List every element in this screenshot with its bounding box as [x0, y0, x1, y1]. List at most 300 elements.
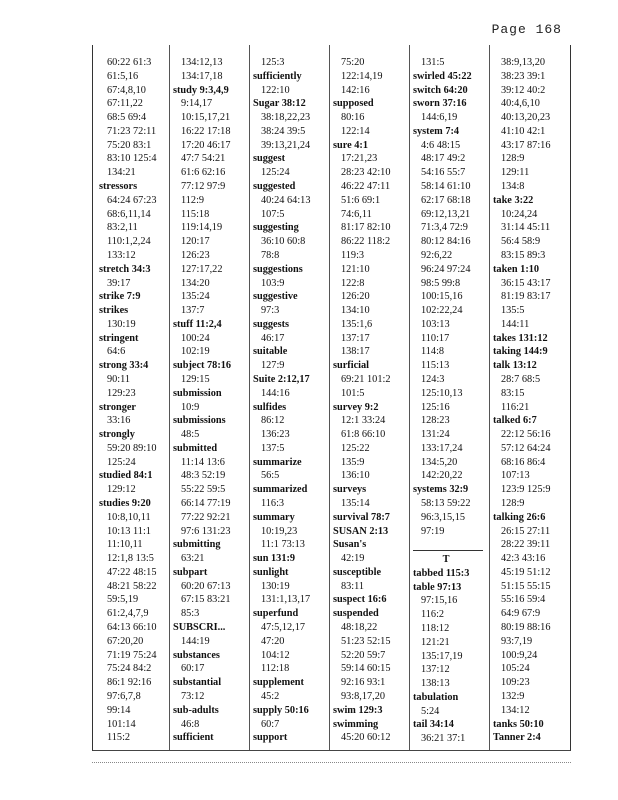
- page-reference: 33:16: [107, 415, 131, 427]
- page-reference: 60:20 67:13: [181, 580, 231, 592]
- page-reference: 42:19: [341, 553, 365, 565]
- index-term: submitted: [173, 442, 218, 454]
- page-reference: 59:14 60:15: [341, 663, 391, 675]
- page-reference: 36:21 37:1: [421, 733, 466, 745]
- page-reference: 134:12: [501, 704, 530, 716]
- page-reference: 107:13: [501, 470, 530, 482]
- page-reference: 134:21: [107, 167, 136, 179]
- page-reference: 10:19,23: [261, 525, 298, 537]
- page-reference: 102:22,24: [421, 305, 463, 317]
- index-term: tail 34:14: [413, 719, 454, 731]
- index-term: sworn 37:16: [413, 98, 467, 110]
- index-column-1: [99, 56, 169, 745]
- index-term: table 97:13: [413, 581, 462, 593]
- page-reference: 69:12,13,21: [421, 208, 471, 220]
- page-reference: 48:17 49:2: [421, 153, 466, 165]
- page-reference: 68:6,11,14: [107, 208, 151, 220]
- page-reference: 125:10,13: [421, 387, 463, 399]
- page-reference: 45:19 51:12: [501, 566, 551, 578]
- index-term: survival 78:7: [333, 511, 390, 523]
- page-reference: 40:4,6,10: [501, 98, 540, 110]
- page-reference: 45:2: [261, 690, 280, 702]
- page-reference: 129:12: [107, 484, 136, 496]
- index-term: strike 7:9: [99, 291, 141, 303]
- page-reference: 135:14: [341, 498, 370, 509]
- page-reference: 62:17 68:18: [421, 194, 471, 206]
- page-reference: 46:8: [181, 718, 200, 730]
- index-term: SUSAN 2:13: [333, 525, 389, 537]
- index-term: substances: [173, 649, 220, 661]
- page-reference: 119:14,19: [181, 222, 223, 234]
- section-letter: T: [442, 554, 450, 566]
- page-reference: 124:3: [421, 373, 445, 385]
- index-term: talk 13:12: [493, 360, 537, 372]
- page-reference: 46:17: [261, 332, 285, 344]
- page-reference: 127:9: [261, 360, 285, 372]
- page-reference: 99:14: [107, 704, 131, 716]
- page-reference: 144:6,19: [421, 112, 458, 124]
- page-reference: 60:7: [261, 718, 280, 730]
- page-reference: 128:9: [501, 153, 525, 165]
- page-reference: 125:16: [421, 401, 450, 413]
- page-reference: 137:17: [341, 332, 370, 344]
- page-reference: 135:1,6: [341, 318, 373, 330]
- page-reference: 90:11: [107, 373, 131, 385]
- page-reference: 130:19: [261, 580, 290, 592]
- index-term: tabbed 115:3: [413, 567, 470, 579]
- page-reference: 81:19 83:17: [501, 291, 551, 303]
- index-term: Tanner 2:4: [493, 732, 541, 744]
- index-term: systems 32:9: [413, 484, 469, 496]
- index-term: sufficient: [173, 732, 214, 744]
- page-reference: 43:17 87:16: [501, 139, 551, 151]
- page-reference: 68:5 69:4: [107, 112, 147, 124]
- page-reference: 110:1,2,24: [107, 236, 151, 248]
- page-reference: 48:5: [181, 429, 200, 441]
- index-term: Susan's: [333, 539, 367, 551]
- section-divider: [413, 538, 483, 551]
- page-reference: 138:17: [341, 346, 370, 358]
- page-reference: 83:15 89:3: [501, 249, 546, 261]
- page-reference: 107:5: [261, 208, 285, 220]
- page-reference: 97:3: [261, 305, 280, 317]
- page-reference: 93:8,17,20: [341, 690, 386, 702]
- index-term: summarize: [253, 456, 302, 468]
- page-reference: 55:16 59:4: [501, 594, 546, 606]
- page-reference: 63:21: [181, 553, 205, 565]
- page-reference: 102:19: [181, 346, 210, 358]
- index-term: suspended: [333, 608, 379, 620]
- page-reference: 68:16 86:4: [501, 456, 546, 468]
- page-reference: 31:14 45:11: [501, 222, 551, 234]
- index-term: sub-adults: [173, 704, 219, 716]
- index-term: swirled 45:22: [413, 70, 472, 82]
- page-reference: 122:14,19: [341, 70, 383, 82]
- page-reference: 135:5: [501, 305, 525, 317]
- page-reference: 110:17: [421, 332, 450, 344]
- page-reference: 135:24: [181, 291, 210, 303]
- index-term: subject 78:16: [173, 360, 232, 372]
- page-reference: 125:22: [341, 442, 370, 454]
- page-reference: 83:2,11: [107, 222, 138, 234]
- index-term: system 7:4: [413, 125, 460, 137]
- index-term: Suite 2:12,17: [253, 373, 310, 385]
- index-term: stretch 34:3: [99, 263, 151, 275]
- page-reference: 55:22 59:5: [181, 484, 226, 496]
- page-reference: 17:21,23: [341, 153, 378, 165]
- index-column-2: [173, 56, 249, 745]
- page-reference: 67:15 83:21: [181, 594, 231, 606]
- page-reference: 134:17,18: [181, 70, 223, 82]
- page-reference: 22:12 56:16: [501, 429, 551, 441]
- index-term: talked 6:7: [493, 415, 537, 427]
- page-reference: 96:3,15,15: [421, 511, 466, 523]
- page-reference: 77:22 92:21: [181, 511, 231, 523]
- index-term: surveys: [333, 484, 367, 496]
- index-term: talking 26:6: [493, 511, 546, 523]
- index-column-5: [413, 56, 489, 746]
- index-term: suggestions: [253, 263, 303, 275]
- page-reference: 136:10: [341, 470, 370, 482]
- page-reference: 40:13,20,23: [501, 112, 551, 124]
- index-term: taken 1:10: [493, 263, 540, 275]
- page-reference: 125:24: [107, 456, 136, 468]
- page-reference: 133:17,24: [421, 442, 463, 454]
- index-term: strikes: [99, 305, 129, 317]
- page-reference: 17:20 46:17: [181, 139, 231, 151]
- page-reference: 10:15,17,21: [181, 112, 231, 124]
- page-reference: 4:6 48:15: [421, 139, 461, 151]
- page-reference: 122:8: [341, 277, 365, 289]
- page-reference: 61:5,16: [107, 70, 139, 82]
- index-term: stringent: [99, 332, 139, 344]
- page-reference: 136:23: [261, 429, 290, 441]
- page-reference: 12:1 33:24: [341, 415, 386, 427]
- index-term: tabulation: [413, 691, 459, 703]
- index-term: survey 9:2: [333, 401, 379, 413]
- page-reference: 83:11: [341, 580, 365, 592]
- index-term: study 9:3,4,9: [173, 84, 229, 96]
- page-reference: 54:16 55:7: [421, 167, 466, 179]
- index-column-3: [253, 56, 329, 745]
- page-reference: 64:6: [107, 346, 126, 358]
- index-term: sunlight: [253, 566, 289, 578]
- page-reference: 61:6 62:16: [181, 167, 226, 179]
- page-reference: 137:7: [181, 305, 205, 317]
- page-reference: 129:15: [181, 373, 210, 385]
- page-reference: 92:6,22: [421, 249, 453, 261]
- page-reference: 51:6 69:1: [341, 194, 381, 206]
- index-term: swim 129:3: [333, 704, 383, 716]
- index-term: tanks 50:10: [493, 718, 544, 730]
- index-term: suggest: [253, 153, 286, 165]
- page-reference: 126:23: [181, 249, 210, 261]
- page-reference: 11:10,11: [107, 539, 143, 551]
- page-reference: 61:2,4,7,9: [107, 608, 149, 620]
- index-term: takes 131:12: [493, 332, 548, 344]
- page-reference: 116:3: [261, 498, 285, 509]
- page-reference: 80:19 88:16: [501, 622, 551, 634]
- page-reference: 130:19: [107, 318, 136, 330]
- page-reference: 142:16: [341, 84, 370, 96]
- page-reference: 5:24: [421, 705, 440, 717]
- page-reference: 67:20,20: [107, 635, 144, 647]
- index-term: stuff 11:2,4: [173, 318, 222, 330]
- page-reference: 86:22 118:2: [341, 236, 391, 248]
- page-reference: 47:20: [261, 635, 285, 647]
- index-term: suggestive: [253, 291, 298, 303]
- page-reference: 112:9: [181, 194, 205, 206]
- page-reference: 86:12: [261, 415, 285, 427]
- page-reference: 71:19 75:24: [107, 649, 157, 661]
- page-reference: 77:12 97:9: [181, 181, 226, 193]
- page-reference: 38:18,22,23: [261, 112, 311, 124]
- page-reference: 51:15 55:15: [501, 580, 551, 592]
- page-reference: 121:21: [421, 636, 450, 648]
- page-reference: 38:24 39:5: [261, 125, 306, 137]
- page-reference: 10:24,24: [501, 208, 538, 220]
- page-reference: 11:14 13:6: [181, 456, 225, 468]
- page-reference: 85:3: [181, 608, 200, 620]
- page-reference: 100:24: [181, 332, 210, 344]
- index-term: swimming: [333, 718, 379, 730]
- page-reference: 39:17: [107, 277, 131, 289]
- page-reference: 134:8: [501, 181, 525, 193]
- page-reference: 125:24: [261, 167, 290, 179]
- page-reference: 45:20 60:12: [341, 732, 391, 744]
- page-reference: 129:11: [501, 167, 530, 179]
- page-reference: 83:10 125:4: [107, 153, 157, 165]
- page-reference: 134:5,20: [421, 456, 458, 468]
- page-reference: 52:20 59:7: [341, 649, 386, 661]
- index-term: sufficiently: [253, 70, 302, 82]
- index-term: studied 84:1: [99, 470, 153, 482]
- page-reference: 100:9,24: [501, 649, 538, 661]
- page-reference: 80:12 84:16: [421, 236, 471, 248]
- page-reference: 97:6 131:23: [181, 525, 231, 537]
- page-reference: 93:7,19: [501, 635, 533, 647]
- page-reference: 103:9: [261, 277, 285, 289]
- index-term: subpart: [173, 566, 208, 578]
- page-reference: 28:23 42:10: [341, 167, 391, 179]
- page-reference: 115:13: [421, 360, 450, 372]
- page-reference: 105:24: [501, 663, 530, 675]
- page-reference: 64:13 66:10: [107, 622, 157, 634]
- page-reference: 121:10: [341, 263, 370, 275]
- page-reference: 144:16: [261, 387, 290, 399]
- page-reference: 71:3,4 72:9: [421, 222, 468, 234]
- index-table: [92, 45, 571, 751]
- page-reference: 112:18: [261, 663, 290, 675]
- index-term: supposed: [333, 98, 374, 110]
- page-reference: 103:13: [421, 318, 450, 330]
- page-reference: 28:7 68:5: [501, 373, 541, 385]
- page-reference: 128:9: [501, 498, 525, 509]
- page-reference: 51:23 52:15: [341, 635, 391, 647]
- index-term: summarized: [253, 484, 308, 496]
- page-reference: 86:1 92:16: [107, 677, 152, 689]
- page-reference: 134:10: [341, 305, 370, 317]
- index-term: summary: [253, 511, 295, 523]
- column-divider: [489, 45, 490, 750]
- page-reference: 74:6,11: [341, 208, 372, 220]
- index-term: switch 64:20: [413, 84, 468, 96]
- page-reference: 39:12 40:2: [501, 84, 546, 96]
- index-term: suggests: [253, 318, 290, 330]
- page-reference: 67:4,8,10: [107, 84, 146, 96]
- index-term: sure 4:1: [333, 139, 368, 151]
- page-reference: 36:15 43:17: [501, 277, 551, 289]
- page-reference: 131:24: [421, 429, 450, 441]
- index-term: submitting: [173, 539, 221, 551]
- page-reference: 69:21 101:2: [341, 373, 391, 385]
- page-reference: 132:9: [501, 690, 525, 702]
- page-reference: 125:3: [261, 57, 285, 68]
- page-reference: 135:17,19: [421, 650, 463, 662]
- page-reference: 11:1 73:13: [261, 539, 305, 551]
- page-reference: 120:17: [181, 236, 210, 248]
- index-term: suggested: [253, 181, 296, 193]
- page-reference: 47:22 48:15: [107, 566, 157, 578]
- page-reference: 75:20 83:1: [107, 139, 152, 151]
- page-reference: 101:5: [341, 387, 365, 399]
- page-reference: 59:20 89:10: [107, 442, 157, 454]
- page-reference: 101:14: [107, 718, 136, 730]
- page-reference: 104:12: [261, 649, 290, 661]
- page-reference: 127:17,22: [181, 263, 223, 275]
- page-reference: 122:14: [341, 125, 370, 137]
- page-reference: 46:22 47:11: [341, 181, 391, 193]
- page-reference: 10:13 11:1: [107, 525, 151, 537]
- page-reference: 137:5: [261, 442, 285, 454]
- index-term: submission: [173, 387, 222, 399]
- index-term: stressors: [99, 181, 138, 193]
- page-reference: 59:5,19: [107, 594, 139, 606]
- page-reference: 10:8,10,11: [107, 511, 151, 523]
- index-term: susceptible: [333, 566, 382, 578]
- page-reference: 123:9 125:9: [501, 484, 551, 496]
- page-reference: 81:17 82:10: [341, 222, 391, 234]
- column-divider: [249, 45, 250, 750]
- page-reference: 133:12: [107, 249, 136, 261]
- page-number: Page 168: [491, 22, 562, 37]
- page-reference: 64:9 67:9: [501, 608, 541, 620]
- page-reference: 129:23: [107, 387, 136, 399]
- index-term: take 3:22: [493, 194, 534, 206]
- page-reference: 47:7 54:21: [181, 153, 226, 165]
- index-term: stronger: [99, 401, 136, 413]
- page-reference: 137:12: [421, 664, 450, 676]
- page-reference: 118:12: [421, 623, 450, 635]
- index-term: sulfides: [253, 401, 287, 413]
- page-reference: 36:10 60:8: [261, 236, 306, 248]
- page-reference: 100:15,16: [421, 291, 463, 303]
- page-reference: 138:13: [421, 678, 450, 690]
- index-term: substantial: [173, 677, 222, 689]
- page-reference: 41:10 42:1: [501, 125, 546, 137]
- index-term: suspect 16:6: [333, 594, 387, 606]
- index-term: supply 50:16: [253, 704, 309, 716]
- page-reference: 28:22 39:11: [501, 539, 551, 551]
- page-reference: 75:24 84:2: [107, 663, 152, 675]
- page-reference: 48:18,22: [341, 622, 378, 634]
- page-reference: 116:2: [421, 609, 445, 621]
- page-reference: 48:21 58:22: [107, 580, 157, 592]
- page-reference: 115:2: [107, 732, 131, 744]
- page-reference: 26:15 27:11: [501, 525, 551, 537]
- index-column-6: [493, 56, 571, 745]
- index-column-4: [333, 56, 409, 745]
- page-reference: 144:11: [501, 318, 530, 330]
- page-reference: 57:12 64:24: [501, 442, 551, 454]
- page-reference: 96:24 97:24: [421, 263, 471, 275]
- index-term: taking 144:9: [493, 346, 548, 358]
- page-reference: 56:5: [261, 470, 280, 482]
- index-term: support: [253, 732, 288, 744]
- index-term: sun 131:9: [253, 553, 296, 565]
- page-reference: 83:15: [501, 387, 525, 399]
- page-reference: 10:9: [181, 401, 200, 413]
- page-reference: 97:15,16: [421, 595, 458, 607]
- page-reference: 115:18: [181, 208, 210, 220]
- page-reference: 75:20: [341, 57, 365, 68]
- page-reference: 97:19: [421, 525, 445, 537]
- index-term: Sugar 38:12: [253, 98, 306, 110]
- page-reference: 144:19: [181, 635, 210, 647]
- page-reference: 58:13 59:22: [421, 498, 471, 509]
- page-reference: 67:11,22: [107, 98, 143, 110]
- page-reference: 92:16 93:1: [341, 677, 386, 689]
- page-reference: 126:20: [341, 291, 370, 303]
- page-reference: 64:24 67:23: [107, 194, 157, 206]
- footer-rule: [92, 762, 571, 763]
- index-term: SUBSCRI...: [173, 622, 226, 634]
- page-reference: 128:23: [421, 415, 450, 427]
- page-reference: 97:6,7,8: [107, 690, 141, 702]
- page-reference: 40:24 64:13: [261, 194, 311, 206]
- page-reference: 116:21: [501, 401, 530, 413]
- page-reference: 9:14,17: [181, 98, 213, 110]
- page-reference: 80:16: [341, 112, 365, 124]
- page-reference: 38:9,13,20: [501, 57, 546, 68]
- index-term: supplement: [253, 677, 304, 689]
- index-term: strong 33:4: [99, 360, 149, 372]
- page-reference: 12:1,8 13:5: [107, 553, 154, 565]
- page-reference: 109:23: [501, 677, 530, 689]
- page-reference: 39:13,21,24: [261, 139, 311, 151]
- page-reference: 73:12: [181, 690, 205, 702]
- page-reference: 114:8: [421, 346, 445, 358]
- index-term: surficial: [333, 360, 370, 372]
- page-reference: 60:22 61:3: [107, 57, 152, 68]
- page-reference: 119:3: [341, 249, 365, 261]
- index-term: superfund: [253, 608, 299, 620]
- page-reference: 66:14 77:19: [181, 498, 231, 509]
- index-term: studies 9:20: [99, 498, 151, 509]
- index-term: suggesting: [253, 222, 299, 234]
- page-reference: 61:8 66:10: [341, 429, 386, 441]
- page-reference: 78:8: [261, 249, 280, 261]
- page-reference: 71:23 72:11: [107, 125, 157, 137]
- page-reference: 122:10: [261, 84, 290, 96]
- column-divider: [169, 45, 170, 750]
- page-reference: 135:9: [341, 456, 365, 468]
- page-reference: 38:23 39:1: [501, 70, 546, 82]
- index-term: strongly: [99, 429, 135, 441]
- page-reference: 42:3 43:16: [501, 553, 546, 565]
- page-reference: 131:5: [421, 57, 445, 68]
- page-reference: 56:4 58:9: [501, 236, 541, 248]
